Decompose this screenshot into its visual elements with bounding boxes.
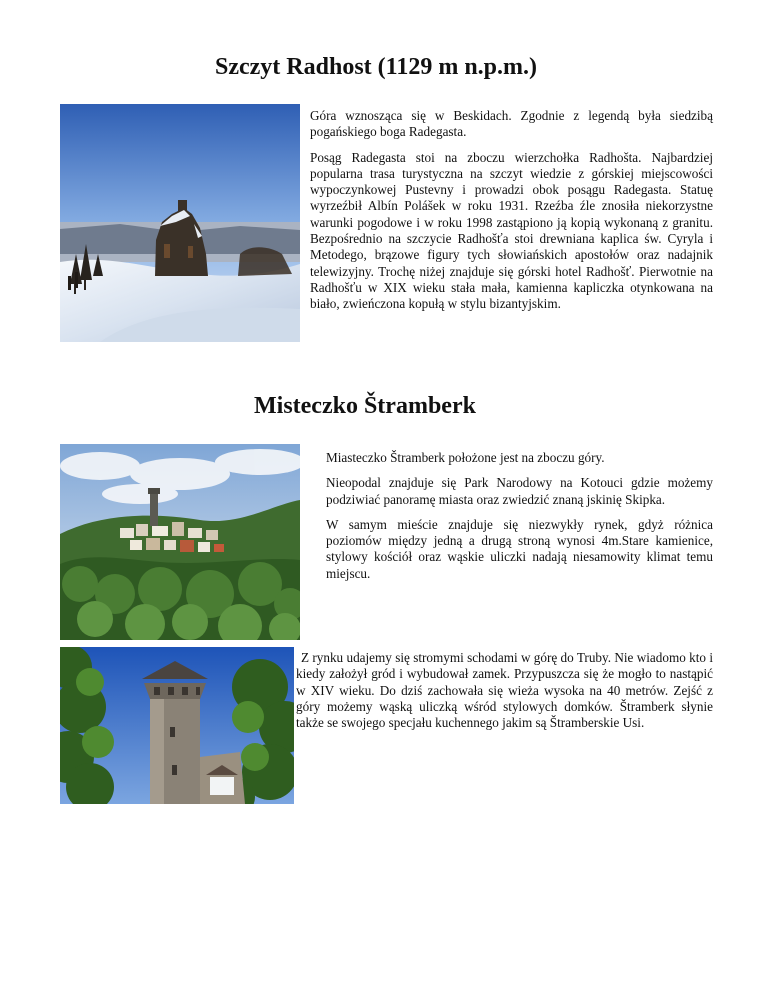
radhost-winter-photo	[60, 104, 300, 342]
stramberk-paragraph-1: Miasteczko Štramberk położone jest na zboczu góry.	[326, 450, 605, 465]
truba-paragraph: Z rynku udajemy się stromymi schodami w górę do Truby. Nie wiadomo kto i kiedy założył gród i wybudował zamek. Przypuszcza się że mogło to nastąpić w XIV wieku. Do dziś zachowała się wieża wysoka na 40 metrów. Zejść z góry możemy wąską uliczką wśród stylowych domków. Štramberk słynie także se swojego specjału kuchennego jakim są Štramberskie Usi.	[296, 650, 713, 731]
stramberk-paragraph-2: Nieopodal znajduje się Park Narodowy na Kotouci gdzie możemy podziwiać panoramę miasta oraz zwiedzić znaną jskinię Skipka.	[326, 475, 713, 507]
radhost-paragraph-2: Posąg Radegasta stoi na zboczu wierzchołka Radhošta. Najbardziej popularna trasa turystyczna na szczyt wiedzie z górskiej miejscowości wypoczynkowej Pustevny i prowadzi obok posągu Radegasta. Statuę wyrzeźbił Albín Polášek w roku 1931. Rzeźba źle znosiła niekorzystne warunki pogodowe i w roku 1998 zastąpiono ją kopią wykonaną z granitu. Bezpośrednio na szczycie Radhošťa stoi drewniana kaplica św. Cyryla i Metodego, brązowe figury tych słowiańskich apostołów oraz nadajnik telewizyjny. Trochę niżej znajduje się górski hotel Radhošť. Pierwotnie na Radhošťu w XIX wieku stała mała, kamienna kapliczka otynkowana na biało, zwieńczona kopułą w stylu bizantyjskim.	[310, 149, 713, 312]
radhost-paragraph-1: Góra wznosząca się w Beskidach. Zgodnie z legendą była siedzibą pogańskiego boga Radegasta.	[310, 108, 713, 140]
radhost-description	[310, 108, 713, 322]
section-title-stramberk: Misteczko Štramberk	[254, 393, 476, 419]
stramberk-description	[326, 450, 713, 591]
stramberk-paragraph-3: W samym mieście znajduje się niezwykły rynek, gdyż różnica poziomów między jedną a drugą stroną wynosi 4m.Stare kamienice, stylowy kościół oraz wąskie uliczki nadają niesamowity klimat temu miejscu.	[326, 516, 713, 581]
section-title-radhost: Szczyt Radhost (1129 m n.p.m.)	[215, 54, 537, 80]
truba-description	[296, 650, 713, 740]
truba-tower-photo	[60, 647, 294, 804]
stramberk-panorama-photo	[60, 444, 300, 640]
